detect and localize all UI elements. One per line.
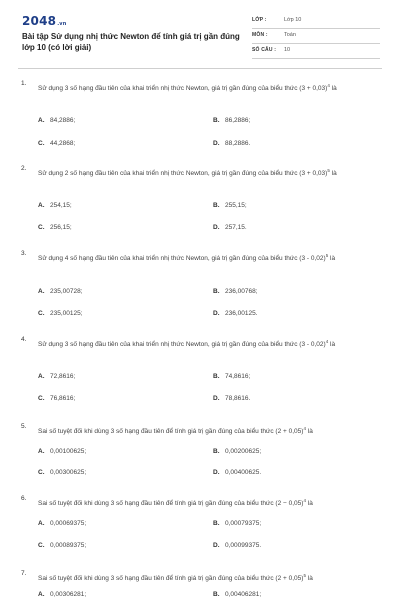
option-letter: C. bbox=[38, 310, 45, 317]
option-value: 0,00100625; bbox=[50, 448, 87, 455]
option-value: 235,00125; bbox=[50, 310, 83, 317]
question-stem: Sử dụng 3 số hạng đầu tiên của khai triển nhị thức Newton, giá trị gần đúng của biểu thức (3 - 0,02) bbox=[38, 341, 326, 349]
option-value: 44,2868; bbox=[50, 140, 76, 147]
site-logo[interactable] bbox=[22, 14, 67, 28]
logo-text: 2048 bbox=[22, 14, 57, 28]
question-text bbox=[38, 336, 382, 351]
option-letter: C. bbox=[38, 140, 45, 147]
option-letter: B. bbox=[213, 202, 220, 209]
option-letter: B. bbox=[213, 520, 220, 527]
option-letter: B. bbox=[213, 373, 220, 380]
option-value: 0,00200625; bbox=[225, 448, 262, 455]
option-value: 0,00306281; bbox=[50, 591, 87, 598]
question-number: 1. bbox=[21, 80, 27, 87]
option-letter: B. bbox=[213, 448, 220, 455]
question-stem-end: là bbox=[328, 255, 336, 263]
option-value: 257,15. bbox=[225, 224, 247, 231]
question-stem-end: là bbox=[329, 170, 337, 178]
option-value: 236,00125. bbox=[225, 310, 258, 317]
option-value: 255,15; bbox=[225, 202, 247, 209]
meta-value: 10 bbox=[284, 47, 291, 53]
option-value: 74,8616; bbox=[225, 373, 251, 380]
option-value: 0,00099375. bbox=[225, 542, 262, 549]
option-a[interactable] bbox=[38, 448, 86, 455]
question-text bbox=[38, 423, 382, 438]
question-number: 7. bbox=[21, 570, 27, 577]
option-a[interactable] bbox=[38, 117, 75, 124]
option-value: 76,8616; bbox=[50, 395, 76, 402]
option-letter: D. bbox=[213, 542, 220, 549]
option-value: 0,00089375; bbox=[50, 542, 87, 549]
option-value: 0,00069375; bbox=[50, 520, 87, 527]
option-value: 86,2886; bbox=[225, 117, 251, 124]
option-c[interactable] bbox=[38, 395, 75, 402]
question-number: 4. bbox=[21, 336, 27, 343]
option-value: 0,00406281; bbox=[225, 591, 262, 598]
option-d[interactable] bbox=[213, 469, 261, 476]
option-letter: A. bbox=[38, 202, 45, 209]
option-letter: C. bbox=[38, 224, 45, 231]
option-value: 235,00728; bbox=[50, 288, 83, 295]
option-letter: C. bbox=[38, 469, 45, 476]
meta-row-class bbox=[252, 15, 380, 29]
meta-value: Toán bbox=[284, 32, 296, 38]
question-exponent: 5 bbox=[327, 168, 330, 173]
option-letter: A. bbox=[38, 448, 45, 455]
option-a[interactable] bbox=[38, 202, 72, 209]
option-letter: D. bbox=[213, 224, 220, 231]
logo-domain: .vn bbox=[57, 21, 67, 27]
option-a[interactable] bbox=[38, 591, 86, 598]
question-exponent: 4 bbox=[303, 498, 306, 503]
option-letter: D. bbox=[213, 469, 220, 476]
option-letter: C. bbox=[38, 395, 45, 402]
option-letter: B. bbox=[213, 591, 220, 598]
option-letter: B. bbox=[213, 288, 220, 295]
meta-value: Lớp 10 bbox=[284, 17, 302, 23]
option-c[interactable] bbox=[38, 310, 83, 317]
question-number: 6. bbox=[21, 495, 27, 502]
question-text bbox=[38, 495, 382, 510]
question-stem: Sai số tuyệt đối khi dùng 3 số hạng đầu tiên để tính giá trị gần đúng của biểu thức (2 + 0,05) bbox=[38, 575, 304, 583]
question-stem: Sai số tuyệt đối khi dùng 3 số hạng đầu tiên để tính giá trị gần đúng của biểu thức (2 − 0,05) bbox=[38, 500, 304, 508]
option-letter: A. bbox=[38, 117, 45, 124]
question-stem-end: là bbox=[305, 575, 313, 583]
question-stem-end: là bbox=[305, 500, 313, 508]
option-b[interactable] bbox=[213, 288, 258, 295]
option-value: 72,8616; bbox=[50, 373, 76, 380]
meta-label: LỚP : bbox=[252, 17, 267, 23]
option-letter: B. bbox=[213, 117, 220, 124]
question-exponent: 4 bbox=[303, 426, 306, 431]
option-b[interactable] bbox=[213, 591, 261, 598]
option-value: 254,15; bbox=[50, 202, 72, 209]
question-stem: Sử dụng 4 số hạng đầu tiên của khai triển nhị thức Newton, giá trị gần đúng của biểu thức (3 - 0,02) bbox=[38, 255, 326, 263]
meta-label: SỐ CÂU : bbox=[252, 47, 277, 53]
option-value: 88,2886. bbox=[225, 140, 251, 147]
document-meta bbox=[252, 15, 380, 60]
question-number: 2. bbox=[21, 165, 27, 172]
meta-label: MÔN : bbox=[252, 32, 268, 38]
option-letter: A. bbox=[38, 591, 45, 598]
question-exponent: 5 bbox=[303, 573, 306, 578]
option-b[interactable] bbox=[213, 520, 261, 527]
option-d[interactable] bbox=[213, 395, 250, 402]
question-stem: Sai số tuyệt đối khi dùng 3 số hạng đầu tiên để tính giá trị gần đúng của biểu thức (2 + 0,05) bbox=[38, 428, 304, 436]
option-b[interactable] bbox=[213, 202, 247, 209]
option-a[interactable] bbox=[38, 373, 75, 380]
option-c[interactable] bbox=[38, 224, 72, 231]
question-stem-end: là bbox=[305, 428, 313, 436]
option-value: 0,00400625. bbox=[225, 469, 262, 476]
header-divider bbox=[18, 68, 382, 69]
question-exponent: 4 bbox=[325, 339, 329, 344]
option-value: 236,00768; bbox=[225, 288, 258, 295]
question-stem-end: là bbox=[328, 341, 336, 349]
option-b[interactable] bbox=[213, 448, 261, 455]
option-value: 0,00079375; bbox=[225, 520, 262, 527]
question-number: 5. bbox=[21, 423, 27, 430]
option-a[interactable] bbox=[38, 520, 86, 527]
question-text bbox=[38, 250, 382, 265]
option-letter: D. bbox=[213, 140, 220, 147]
question-text bbox=[38, 570, 382, 585]
option-a[interactable] bbox=[38, 288, 83, 295]
option-d[interactable] bbox=[213, 140, 250, 147]
option-c[interactable] bbox=[38, 140, 75, 147]
option-value: 0,00300625; bbox=[50, 469, 87, 476]
question-stem: Sử dụng 2 số hạng đầu tiên của khai triển nhị thức Newton, giá trị gần đúng của biểu thức (3 + 0,03) bbox=[38, 170, 328, 178]
option-letter: A. bbox=[38, 520, 45, 527]
question-stem-end: là bbox=[329, 85, 337, 93]
option-d[interactable] bbox=[213, 310, 258, 317]
option-letter: D. bbox=[213, 310, 220, 317]
question-text bbox=[38, 80, 382, 95]
question-number: 3. bbox=[21, 250, 27, 257]
option-b[interactable] bbox=[213, 373, 250, 380]
question-stem: Sử dụng 3 số hạng đầu tiên của khai triển nhị thức Newton, giá trị gần đúng của biểu thức (3 + 0,03) bbox=[38, 85, 328, 93]
option-d[interactable] bbox=[213, 224, 247, 231]
page-header bbox=[0, 0, 400, 68]
option-b[interactable] bbox=[213, 117, 250, 124]
meta-row-subject bbox=[252, 30, 380, 44]
option-letter: A. bbox=[38, 288, 45, 295]
question-exponent: 4 bbox=[327, 83, 330, 88]
option-letter: D. bbox=[213, 395, 220, 402]
option-letter: C. bbox=[38, 542, 45, 549]
meta-row-count bbox=[252, 45, 380, 59]
question-text bbox=[38, 165, 382, 180]
option-c[interactable] bbox=[38, 542, 86, 549]
option-value: 84,2886; bbox=[50, 117, 76, 124]
question-exponent: 5 bbox=[325, 253, 329, 258]
option-value: 78,8616. bbox=[225, 395, 251, 402]
option-value: 256,15; bbox=[50, 224, 72, 231]
document-title: Bài tập Sử dụng nhị thức Newton để tính giá trị gần đúng lớp 10 (có lời giải) bbox=[22, 32, 240, 52]
option-letter: A. bbox=[38, 373, 45, 380]
option-d[interactable] bbox=[213, 542, 261, 549]
option-c[interactable] bbox=[38, 469, 86, 476]
